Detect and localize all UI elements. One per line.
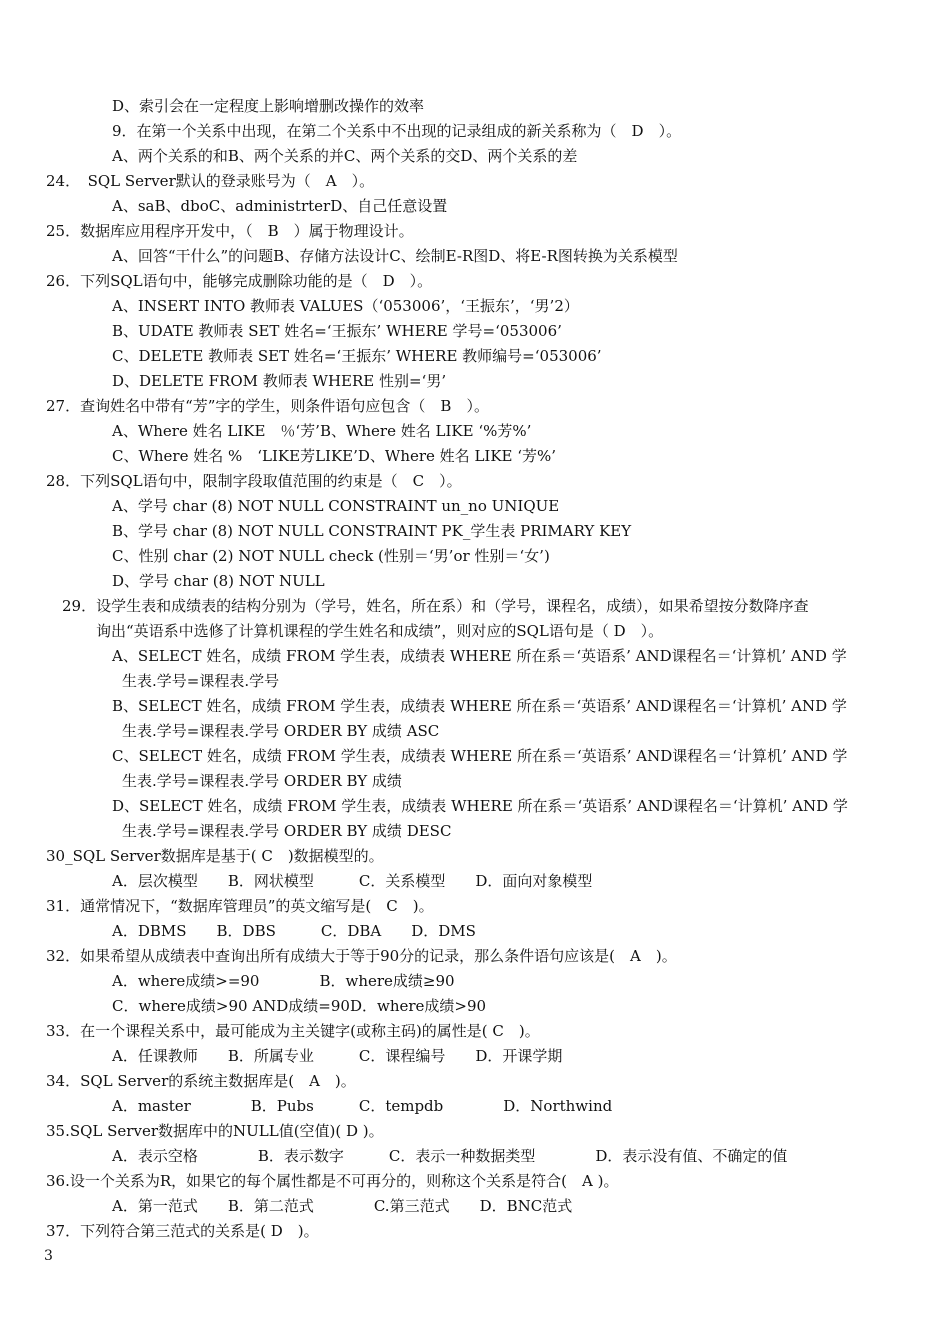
text-line: 生表.学号=课程表.学号 ORDER BY 成绩 ASC: [122, 722, 440, 740]
text-line: 36.设一个关系为R，如果它的每个属性都是不可再分的，则称这个关系是符合( A )。: [46, 1172, 619, 1190]
text-line: 生表.学号=课程表.学号 ORDER BY 成绩: [122, 772, 402, 790]
text-line: C、性别 char (2) NOT NULL check (性别＝‘男’or 性别＝‘女’): [112, 547, 550, 565]
text-line: 生表.学号=课程表.学号 ORDER BY 成绩 DESC: [122, 822, 452, 840]
text-line: C、DELETE 教师表 SET 姓名=‘王振东’ WHERE 教师编号=‘053006’: [112, 347, 602, 365]
text-line: A、两个关系的和B、两个关系的并C、两个关系的交D、两个关系的差: [112, 147, 578, 165]
text-line: 37．下列符合第三范式的关系是( D )。: [46, 1222, 319, 1240]
text-line: A、SELECT 姓名，成绩 FROM 学生表，成绩表 WHERE 所在系＝‘英语系’ AND课程名＝‘计算机’ AND 学: [112, 647, 847, 665]
text-line: 9．在第一个关系中出现，在第二个关系中不出现的记录组成的新关系称为（ D ）。: [112, 122, 682, 140]
text-line: 询出“英语系中选修了计算机课程的学生姓名和成绩”，则对应的SQL语句是（ D ）。: [96, 622, 664, 640]
text-line: D、索引会在一定程度上影响增删改操作的效率: [112, 97, 425, 115]
text-line: A、学号 char (8) NOT NULL CONSTRAINT un_no UNIQUE: [112, 497, 560, 515]
text-line: B、学号 char (8) NOT NULL CONSTRAINT PK_学生表 PRIMARY KEY: [112, 522, 632, 540]
text-line: 24． SQL Server默认的登录账号为（ A ）。: [46, 172, 375, 190]
text-line: 32．如果希望从成绩表中查询出所有成绩大于等于90分的记录，那么条件语句应该是( A )。: [46, 947, 677, 965]
text-line: 34．SQL Server的系统主数据库是( A )。: [46, 1072, 356, 1090]
text-line: C、Where 姓名 % ‘LIKE芳LIKE’D、Where 姓名 LIKE ‘芳%’: [112, 447, 557, 465]
text-line: 33．在一个课程关系中，最可能成为主关键字(或称主码)的属性是( C )。: [46, 1022, 540, 1040]
text-line: A、INSERT INTO 教师表 VALUES（‘053006’，‘王振东’，‘男’2）: [112, 297, 579, 315]
text-line: 26．下列SQL语句中，能够完成删除功能的是（ D ）。: [46, 272, 433, 290]
text-line: D、学号 char (8) NOT NULL: [112, 572, 325, 590]
text-line: A．层次模型 B．网状模型 C．关系模型 D．面向对象模型: [112, 872, 593, 890]
text-line: A．master B．Pubs C．tempdb D．Northwind: [112, 1097, 613, 1115]
text-line: A、回答“干什么”的问题B、存储方法设计C、绘制E-R图D、将E-R图转换为关系模型: [112, 247, 678, 265]
text-line: 25．数据库应用程序开发中，（ B ）属于物理设计。: [46, 222, 414, 240]
text-line: D、SELECT 姓名，成绩 FROM 学生表，成绩表 WHERE 所在系＝‘英语系’ AND课程名＝‘计算机’ AND 学: [112, 797, 848, 815]
text-line: 30_SQL Server数据库是基于( C )数据模型的。: [46, 847, 384, 865]
text-line: A．表示空格 B．表示数字 C．表示一种数据类型 D．表示没有值、不确定的值: [112, 1147, 788, 1165]
text-line: D、DELETE FROM 教师表 WHERE 性别=‘男’: [112, 372, 447, 390]
text-line: A．第一范式 B．第二范式 C.第三范式 D．BNC范式: [112, 1197, 573, 1215]
text-line: C、SELECT 姓名，成绩 FROM 学生表，成绩表 WHERE 所在系＝‘英语系’ AND课程名＝‘计算机’ AND 学: [112, 747, 848, 765]
text-line: 28．下列SQL语句中，限制字段取值范围的约束是（ C ）。: [46, 472, 462, 490]
text-line: 31．通常情况下，“数据库管理员”的英文缩写是( C )。: [46, 897, 434, 915]
text-line: A、Where 姓名 LIKE ％‘芳’B、Where 姓名 LIKE ‘%芳%’: [112, 422, 532, 440]
text-line: C．where成绩>90 AND成绩=90D．where成绩>90: [112, 997, 487, 1015]
text-line: 35.SQL Server数据库中的NULL值(空值)( D )。: [46, 1122, 384, 1140]
text-line: A．DBMS B．DBS C．DBA D．DMS: [112, 922, 476, 940]
text-line: B、UDATE 教师表 SET 姓名=‘王振东’ WHERE 学号=‘053006’: [112, 322, 562, 340]
text-line: 29．设学生表和成绩表的结构分别为（学号，姓名，所在系）和（学号，课程名，成绩），如果希望按分数降序查: [62, 597, 809, 615]
text-line: 27．查询姓名中带有“芳”字的学生，则条件语句应包含（ B ）。: [46, 397, 489, 415]
page-number: 3: [44, 1248, 53, 1264]
text-line: A、saB、dboC、administrterD、自己任意设置: [112, 197, 448, 215]
text-line: 生表.学号=课程表.学号: [122, 672, 280, 690]
text-line: A．任课教师 B．所属专业 C．课程编号 D．开课学期: [112, 1047, 563, 1065]
text-line: B、SELECT 姓名，成绩 FROM 学生表，成绩表 WHERE 所在系＝‘英语系’ AND课程名＝‘计算机’ AND 学: [112, 697, 847, 715]
text-line: A．where成绩>=90 B．where成绩≥90: [112, 972, 455, 990]
